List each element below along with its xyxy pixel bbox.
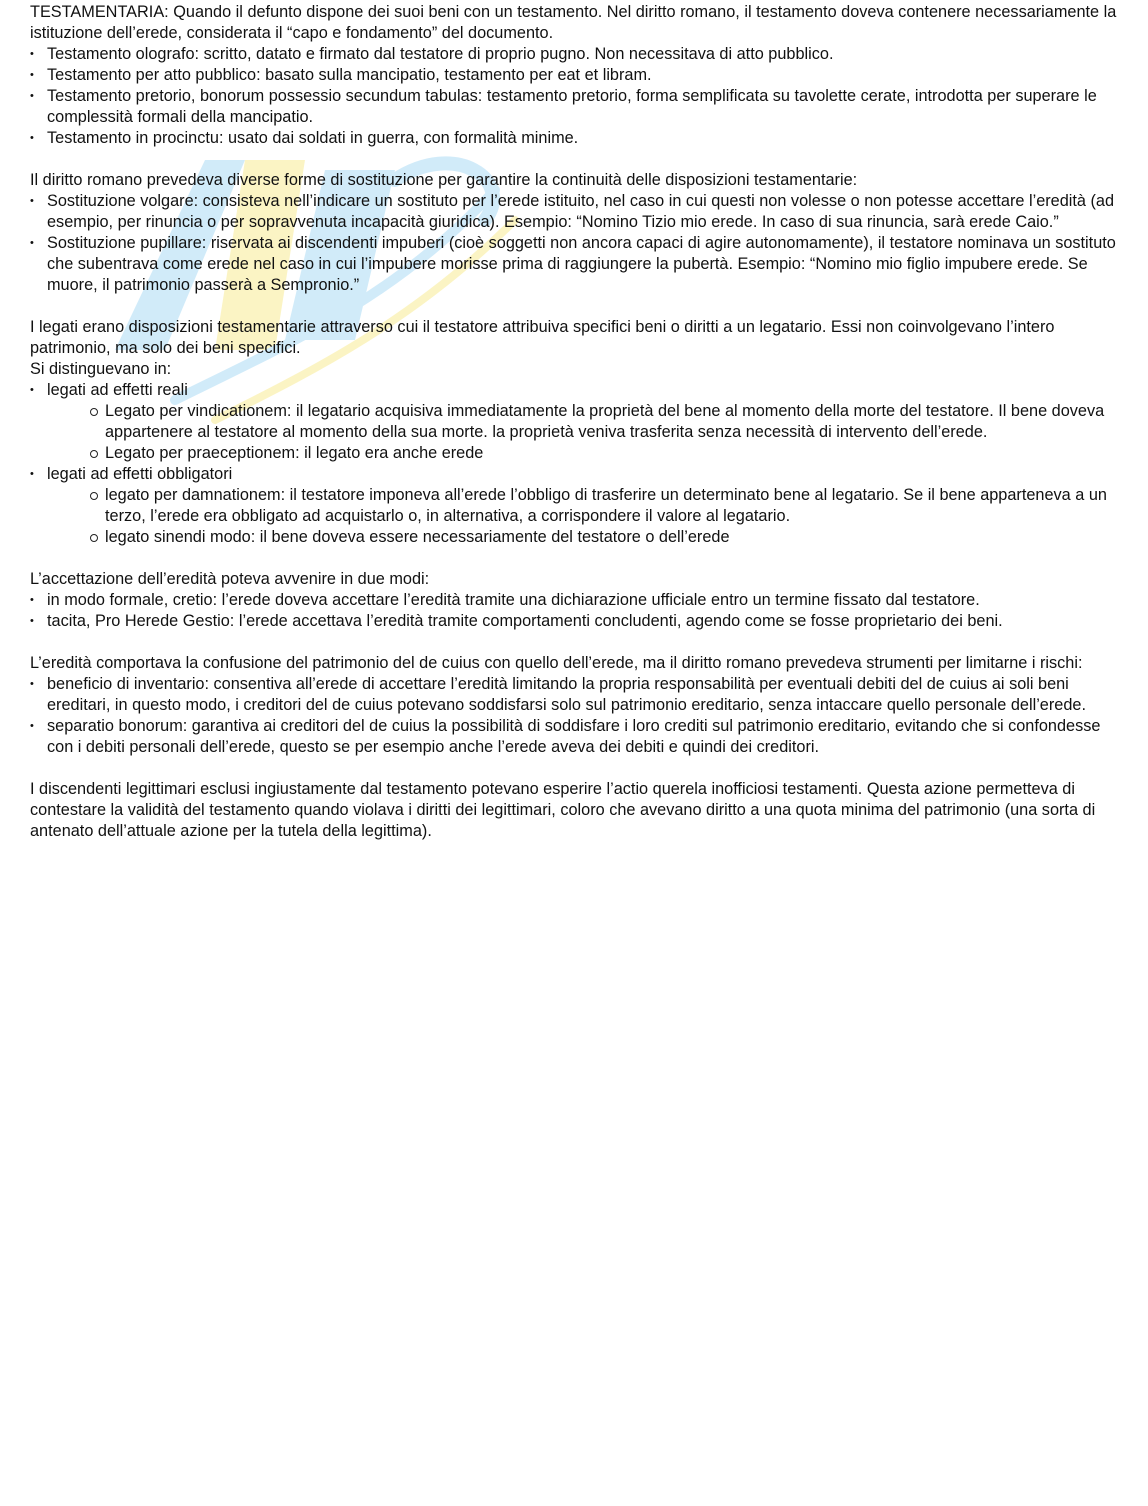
querela-paragraph: I discendenti legittimari esclusi ingiustamente dal testamento potevano esperire l’actio querela inofficiosi testamenti. Questa azione permetteva di contestare la validità del testamento quando violava i diritti dei legittimari, coloro che avevano diritto a una quota minima del patrimonio (una sorta di antenato dell’attuale azione per la tutela della legittima). (30, 780, 1096, 840)
list-item: • Testamento pretorio, bonorum possessio secundum tabulas: testamento pretorio, forma semplificata su tavolette cerate, introdotta per superare le complessità formali della mancipatio. (30, 86, 1122, 128)
document-page (30, 2, 1122, 842)
acceptance-paragraph: L’accettazione dell’eredità poteva avvenire in due modi: (30, 570, 430, 588)
list-item (30, 380, 1122, 464)
list-item: • tacita, Pro Herede Gestio: l’erede accettava l’eredità tramite comportamenti concludenti, agendo come se fosse proprietario dei beni. (30, 611, 1122, 632)
substitution-list (30, 191, 1122, 296)
sub-list (47, 485, 1122, 548)
acceptance-list (30, 590, 1122, 632)
list-item: • Testamento in procinctu: usato dai soldati in guerra, con formalità minime. (30, 128, 1122, 149)
testament-types-list (30, 44, 1122, 149)
list-item (30, 464, 1122, 548)
list-item: • beneficio di inventario: consentiva all’erede di accettare l’eredità limitando la propria responsabilità per eventuali debiti del de cuius ai soli beni ereditari, in questo modo, i creditori del de cuius potevano soddisfarsi solo sul patrimonio ereditario, senza intaccare quello personale dell’erede. (30, 674, 1122, 716)
sub-list-item: Legato per praeceptionem: il legato era anche erede (88, 443, 1122, 464)
list-item: • in modo formale, cretio: l’erede doveva accettare l’eredità tramite una dichiarazione ufficiale entro un termine fissato dal testatore. (30, 590, 1122, 611)
substitution-paragraph: Il diritto romano prevedeva diverse forme di sostituzione per garantire la continuità delle disposizioni testamentarie: (30, 171, 858, 189)
sub-list (47, 401, 1122, 464)
list-item-label: legati ad effetti obbligatori (47, 465, 233, 483)
intro-paragraph: TESTAMENTARIA: Quando il defunto dispone dei suoi beni con un testamento. Nel diritto romano, il testamento doveva contenere necessariamente la istituzione dell’erede, considerata il “capo e fondamento” del documento. (30, 3, 1117, 42)
sub-list-item: legato per damnationem: il testatore imponeva all’erede l’obbligo di trasferire un determinato bene al legatario. Se il bene apparteneva a un terzo, l’erede era obbligato ad acquistarlo o, in alternativa, a corrispondere il valore al legatario. (88, 485, 1122, 527)
list-item: • Sostituzione volgare: consisteva nell’indicare un sostituto per l’erede istituito, nel caso in cui questi non volesse o non potesse accettare l’eredità (ad esempio, per rinuncia o per sopravvenuta incapacità giuridica). Esempio: “Nomino Tizio mio erede. In caso di sua rinuncia, sarà erede Caio.” (30, 191, 1122, 233)
list-item: • Testamento olografo: scritto, datato e firmato dal testatore di proprio pugno. Non necessitava di atto pubblico. (30, 44, 1122, 65)
protection-list (30, 674, 1122, 758)
legacies-paragraph: I legati erano disposizioni testamentarie attraverso cui il testatore attribuiva specifici beni o diritti a un legatario. Essi non coinvolgevano l’intero patrimonio, ma solo dei beni specifici. (30, 318, 1055, 357)
sub-list-item: legato sinendi modo: il bene doveva essere necessariamente del testatore o dell’erede (88, 527, 1122, 548)
list-item: • Sostituzione pupillare: riservata ai discendenti impuberi (cioè soggetti non ancora capaci di agire autonomamente), il testatore nominava un sostituto che subentrava come erede nel caso in cui l’impubere morisse prima di raggiungere la pubertà. Esempio: “Nomino mio figlio impubere erede. Se muore, il patrimonio passerà a Sempronio.” (30, 233, 1122, 296)
list-item: • Testamento per atto pubblico: basato sulla mancipatio, testamento per eat et libram. (30, 65, 1122, 86)
sub-list-item: Legato per vindicationem: il legatario acquisiva immediatamente la proprietà del bene al momento della morte del testatore. Il bene doveva appartenere al testatore al momento della sua morte. la proprietà veniva trasferita senza necessità di intervento dell’erede. (88, 401, 1122, 443)
legacies-list (30, 380, 1122, 548)
list-item-label: legati ad effetti reali (47, 381, 188, 399)
list-item: • separatio bonorum: garantiva ai creditori del de cuius la possibilità di soddisfare i loro crediti sul patrimonio ereditario, evitando che si confondesse con i debiti personali dell’erede, questo se per esempio anche l’erede aveva dei debiti e quindi dei creditori. (30, 716, 1122, 758)
legacies-intro: Si distinguevano in: (30, 360, 172, 378)
confusion-paragraph: L’eredità comportava la confusione del patrimonio del de cuius con quello dell’erede, ma il diritto romano prevedeva strumenti per limitarne i rischi: (30, 654, 1083, 672)
